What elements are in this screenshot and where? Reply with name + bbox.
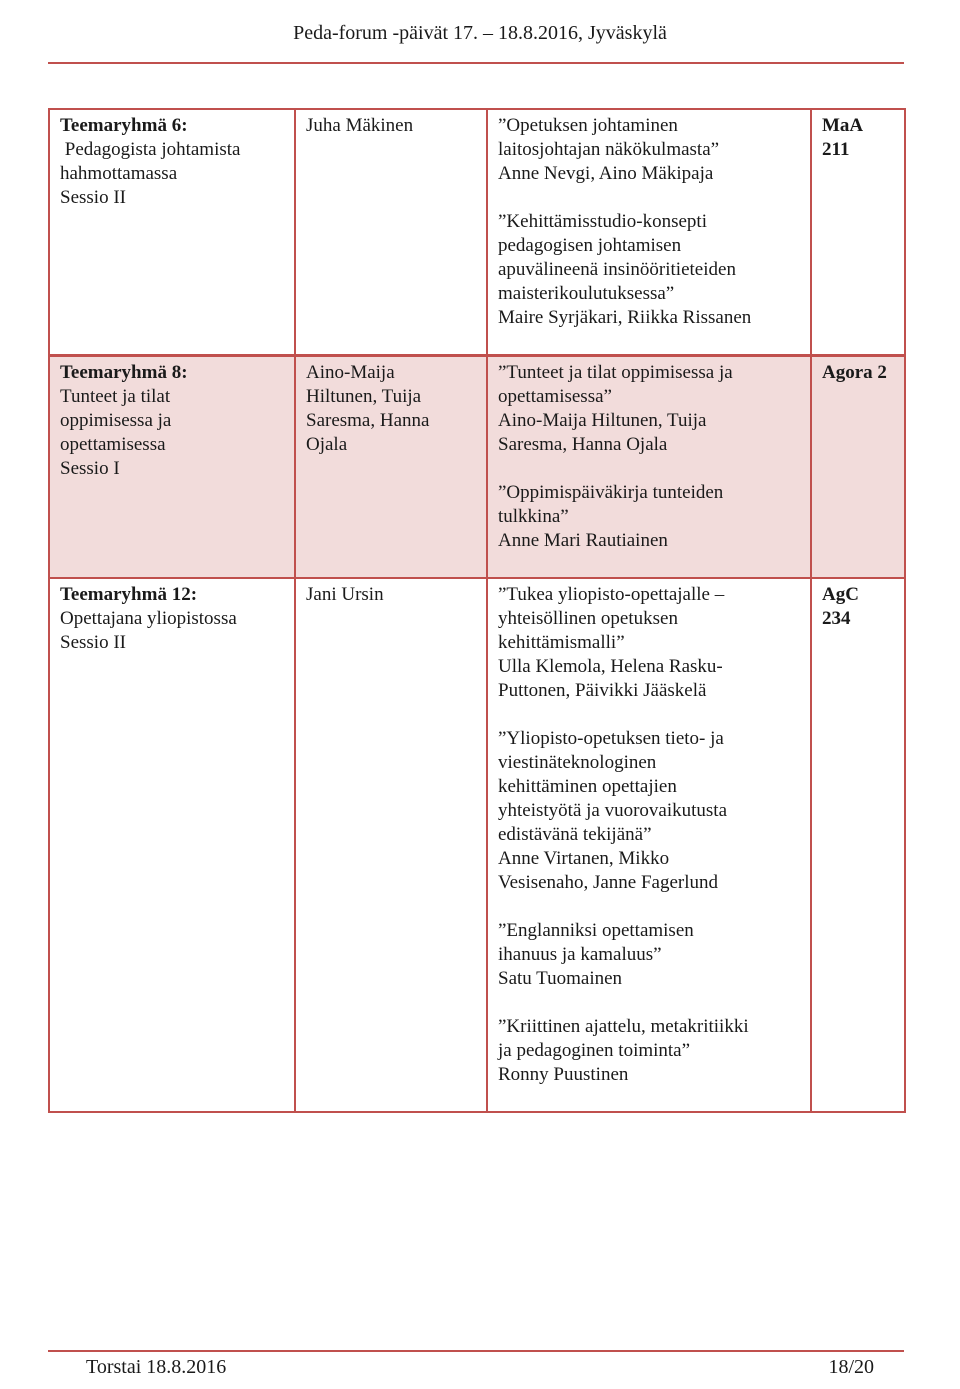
- presentation-line: viestinäteknologinen: [498, 752, 657, 773]
- presentation-item: [498, 1015, 802, 1087]
- presentations-cell: [487, 578, 811, 1112]
- presentation-line: Puttonen, Päivikki Jääskelä: [498, 680, 707, 701]
- presentations-cell: [487, 109, 811, 356]
- presentation-line: ”Oppimispäiväkirja tunteiden: [498, 482, 724, 503]
- presentation-line: ”Tunteet ja tilat oppimisessa ja: [498, 362, 733, 383]
- presentation-line: Vesisenaho, Janne Fagerlund: [498, 872, 719, 893]
- room-label-line: AgC: [822, 584, 859, 605]
- presentation-line: pedagogisen johtamisen: [498, 235, 682, 256]
- session-label: Sessio I: [60, 458, 120, 479]
- chair-name-line: Ojala: [306, 434, 348, 455]
- presentation-line: kehittäminen opettajien: [498, 776, 677, 797]
- presentation-line: edistävänä tekijänä”: [498, 824, 652, 845]
- presentation-line: Satu Tuomainen: [498, 968, 623, 989]
- presentation-line: opettamisessa”: [498, 386, 612, 407]
- presentations-cell: [487, 356, 811, 579]
- presentation-line: tulkkina”: [498, 506, 569, 527]
- presentation-line: Ulla Klemola, Helena Rasku-: [498, 656, 723, 677]
- room-cell: [811, 356, 905, 579]
- presentation-item: [498, 210, 802, 330]
- presentation-line: ”Opetuksen johtaminen: [498, 115, 678, 136]
- presentation-line: Anne Nevgi, Aino Mäkipaja: [498, 163, 714, 184]
- footer-page-number: 18/20: [828, 1356, 874, 1378]
- chair-cell: [295, 356, 487, 579]
- page-header-title: Peda-forum -päivät 17. – 18.8.2016, Jyväskylä: [293, 22, 667, 44]
- presentation-line: ”Yliopisto-opetuksen tieto- ja: [498, 728, 724, 749]
- presentation-item: [498, 919, 802, 991]
- theme-group-title-line: Opettajana yliopistossa: [60, 608, 237, 629]
- chair-name-line: Aino-Maija: [306, 362, 395, 383]
- presentation-item: [498, 114, 802, 186]
- theme-group-cell: [49, 578, 295, 1112]
- chair-name-line: Juha Mäkinen: [306, 115, 414, 136]
- room-cell: [811, 578, 905, 1112]
- presentation-line: laitosjohtajan näkökulmasta”: [498, 139, 720, 160]
- presentation-line: ”Kehittämisstudio-konsepti: [498, 211, 707, 232]
- room-label-line: Agora 2: [822, 362, 887, 383]
- chair-name-line: Jani Ursin: [306, 584, 384, 605]
- presentation-line: ”Tukea yliopisto-opettajalle –: [498, 584, 725, 605]
- presentation-line: Anne Virtanen, Mikko: [498, 848, 670, 869]
- presentation-line: Ronny Puustinen: [498, 1064, 629, 1085]
- theme-group-label: Teemaryhmä 8:: [60, 362, 188, 383]
- room-label-line: 211: [822, 139, 850, 160]
- presentation-line: maisterikoulutuksessa”: [498, 283, 675, 304]
- presentation-line: ”Englanniksi opettamisen: [498, 920, 694, 941]
- schedule-row: [49, 356, 905, 579]
- presentation-item: [498, 583, 802, 703]
- theme-group-label: Teemaryhmä 12:: [60, 584, 198, 605]
- footer-divider: [48, 1350, 904, 1352]
- header-divider: [48, 62, 904, 64]
- theme-group-title-line: opettamisessa: [60, 434, 166, 455]
- session-label: Sessio II: [60, 632, 126, 653]
- presentation-line: ”Kriittinen ajattelu, metakritiikki: [498, 1016, 749, 1037]
- footer-date: Torstai 18.8.2016: [86, 1356, 227, 1378]
- presentation-line: Saresma, Hanna Ojala: [498, 434, 668, 455]
- presentation-item: [498, 361, 802, 457]
- room-cell: [811, 109, 905, 356]
- session-schedule-table: [48, 108, 906, 1113]
- room-label-line: MaA: [822, 115, 864, 136]
- presentation-line: Aino-Maija Hiltunen, Tuija: [498, 410, 707, 431]
- theme-group-cell: [49, 109, 295, 356]
- schedule-row: [49, 578, 905, 1112]
- room-label-line: 234: [822, 608, 851, 629]
- chair-cell: [295, 109, 487, 356]
- chair-name-line: Hiltunen, Tuija: [306, 386, 422, 407]
- theme-group-title-line: Pedagogista johtamista: [60, 139, 241, 160]
- presentation-item: [498, 481, 802, 553]
- presentation-line: Maire Syrjäkari, Riikka Rissanen: [498, 307, 752, 328]
- presentation-item: [498, 727, 802, 895]
- presentation-line: kehittämismalli”: [498, 632, 625, 653]
- theme-group-title-line: oppimisessa ja: [60, 410, 172, 431]
- presentation-line: apuvälineenä insinööritieteiden: [498, 259, 736, 280]
- session-label: Sessio II: [60, 187, 126, 208]
- presentation-line: yhteistyötä ja vuorovaikutusta: [498, 800, 728, 821]
- theme-group-cell: [49, 356, 295, 579]
- presentation-line: yhteisöllinen opetuksen: [498, 608, 678, 629]
- presentation-line: ihanuus ja kamaluus”: [498, 944, 662, 965]
- chair-name-line: Saresma, Hanna: [306, 410, 430, 431]
- theme-group-title-line: Tunteet ja tilat: [60, 386, 171, 407]
- chair-cell: [295, 578, 487, 1112]
- presentation-line: ja pedagoginen toiminta”: [498, 1040, 691, 1061]
- theme-group-title-line: hahmottamassa: [60, 163, 178, 184]
- presentation-line: Anne Mari Rautiainen: [498, 530, 668, 551]
- schedule-row: [49, 109, 905, 356]
- theme-group-label: Teemaryhmä 6:: [60, 115, 188, 136]
